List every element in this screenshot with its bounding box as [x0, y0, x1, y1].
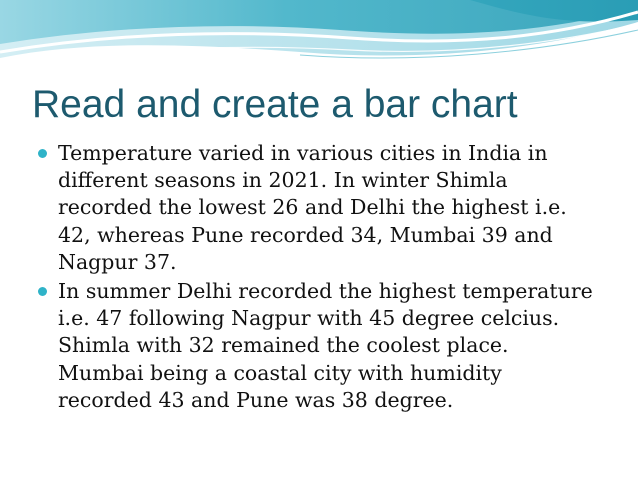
slide-title: Read and create a bar chart: [32, 83, 518, 126]
bullet-text-winter: Temperature varied in various cities in India in different seasons in 2021. In winter Shimla recorded the lowest 26 and Delhi the highest i.e. 42, whereas Pune recorded 34, Mumbai 39 and Nagpur 37.: [58, 141, 567, 274]
bullet-item-winter: [36, 140, 596, 276]
bullet-item-summer: [36, 278, 596, 414]
bullet-list: [36, 140, 596, 416]
bullet-dot-icon: [38, 149, 47, 158]
bullet-text-summer: In summer Delhi recorded the highest temperature i.e. 47 following Nagpur with 45 degree celcius. Shimla with 32 remained the coolest place. Mumbai being a coastal city with humidity recorded 43 and Pune was 38 degree.: [58, 279, 593, 412]
bullet-dot-icon: [38, 287, 47, 296]
header-wave-decoration: [0, 0, 638, 75]
